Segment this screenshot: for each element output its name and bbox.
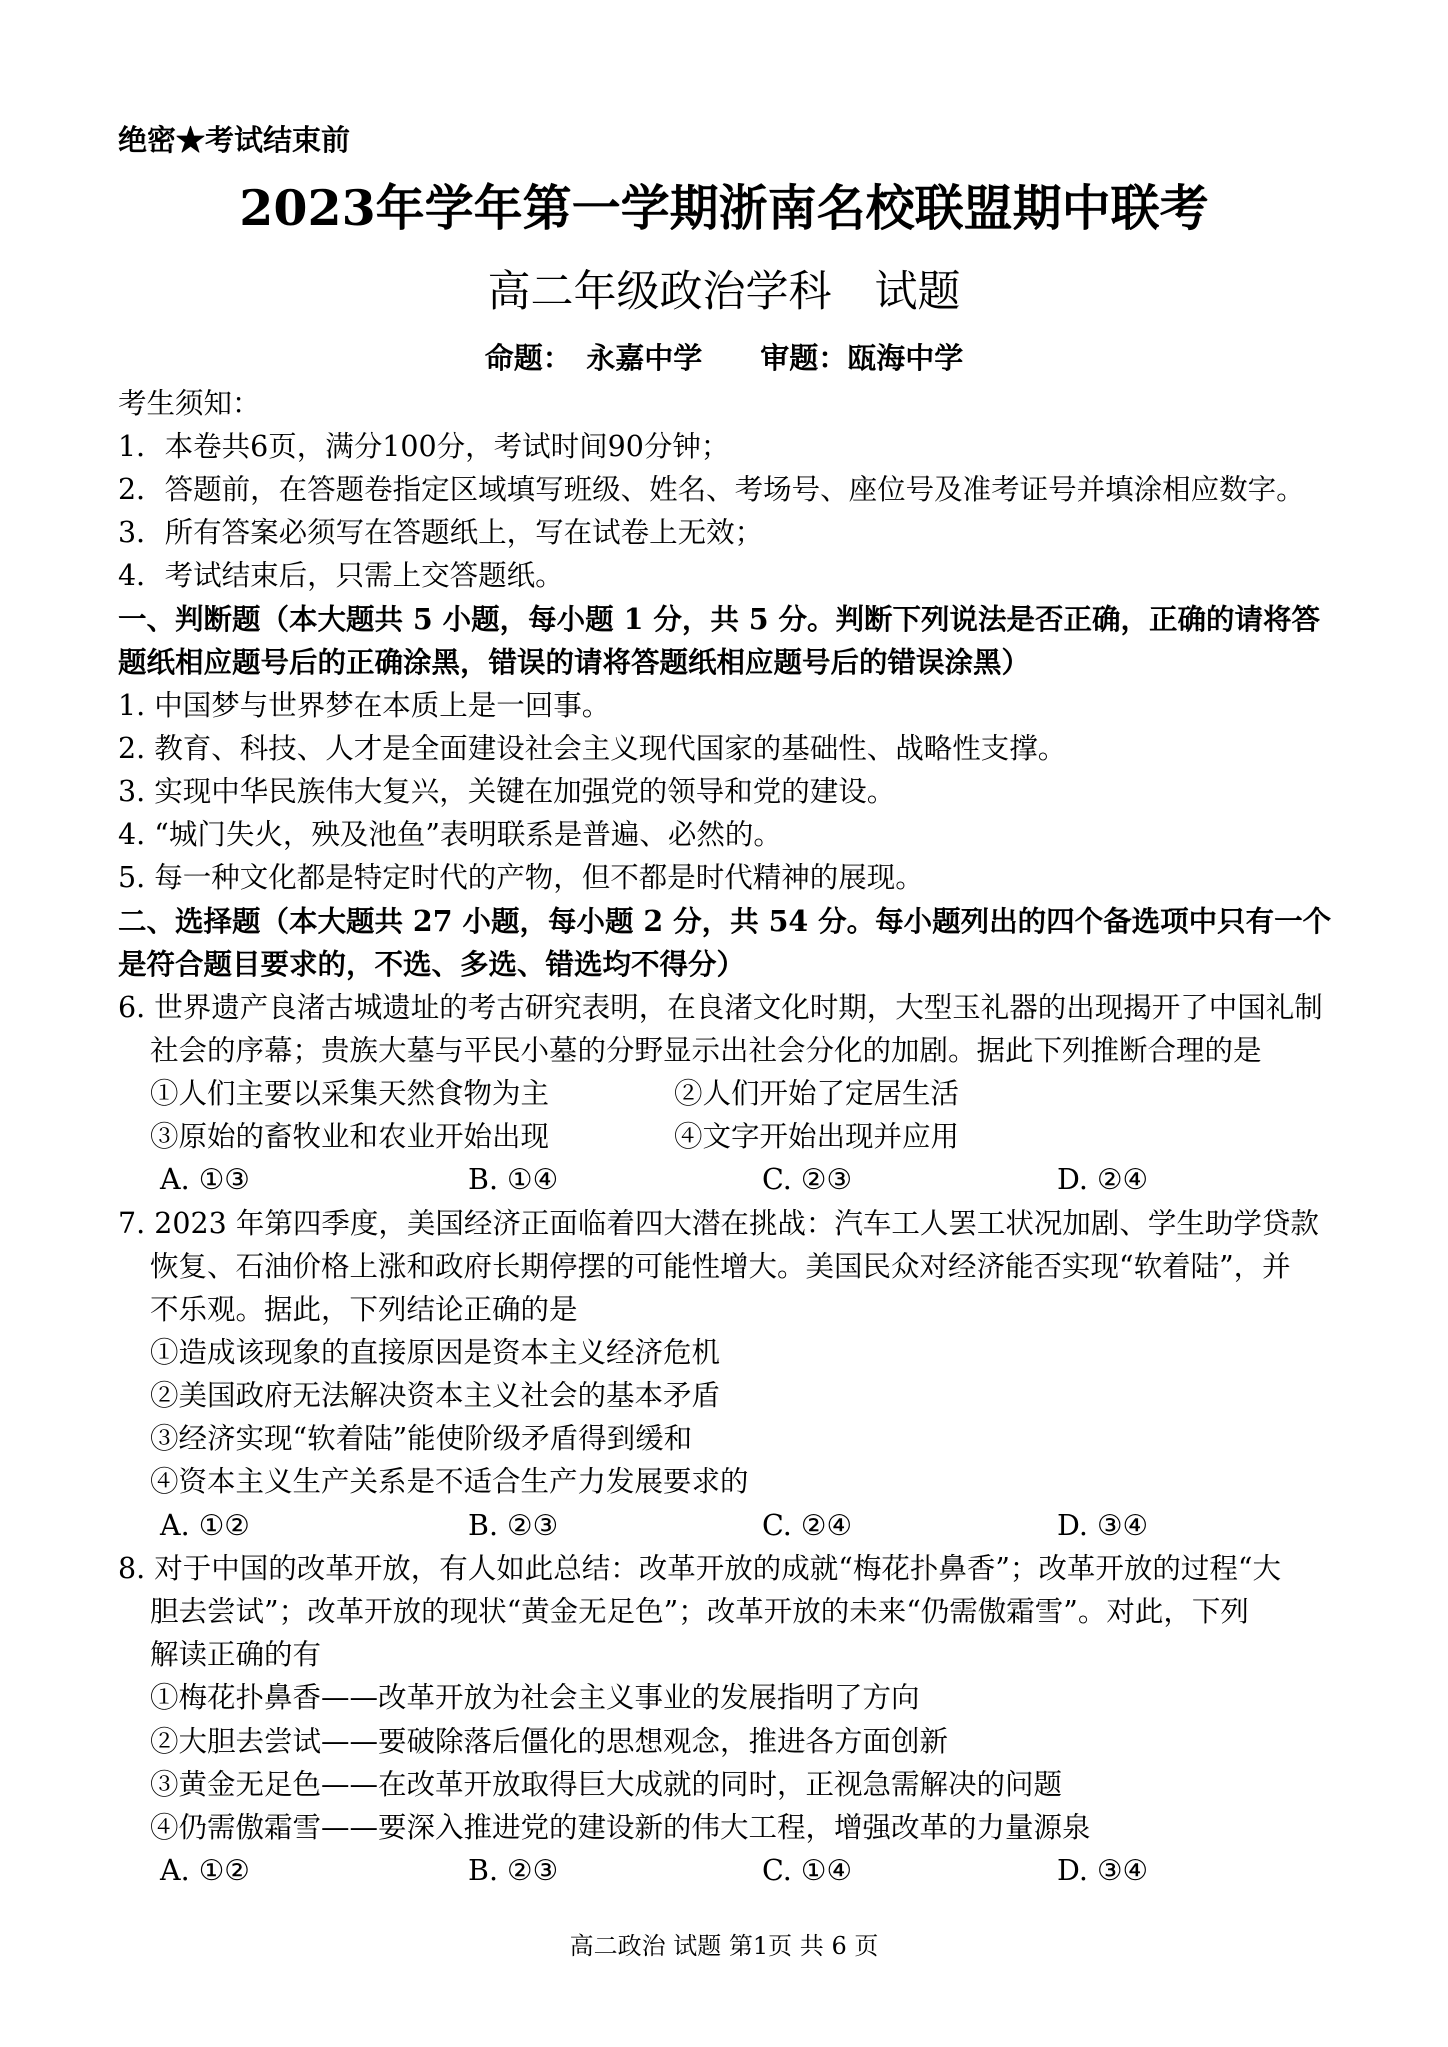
notice-item: 2．答题前，在答题卷指定区域填写班级、姓名、考场号、座位号及准考证号并填涂相应数字。 <box>118 473 1305 506</box>
setter: 命题： 永嘉中学 <box>484 341 703 375</box>
notice-item: 4．考试结束后，只需上交答题纸。 <box>118 559 564 592</box>
q6-option-b: B. ①④ <box>468 1163 559 1196</box>
confidential-mark: 绝密★考试结束前 <box>118 123 351 157</box>
exam-subtitle: 高二年级政治学科 试题 <box>487 267 961 317</box>
q8-statement-3: ③黄金无足色——在改革开放取得巨大成就的同时，正视急需解决的问题 <box>150 1768 1063 1801</box>
exam-title: 2023年学年第一学期浙南名校联盟期中联考 <box>239 179 1209 237</box>
q6-statement-3: ③原始的畜牧业和农业开始出现 <box>150 1120 550 1153</box>
question-7-stem: 7. 2023 年第四季度，美国经济正面临着四大潜在挑战：汽车工人罢工状况加剧、学生助学贷款 <box>118 1207 1319 1240</box>
q7-statement-1: ①造成该现象的直接原因是资本主义经济危机 <box>150 1336 721 1369</box>
reviewer: 审题：瓯海中学 <box>760 341 964 375</box>
question-7-stem-cont: 不乐观。据此，下列结论正确的是 <box>150 1293 578 1326</box>
section2-heading: 二、选择题（本大题共 27 小题，每小题 2 分，共 54 分。每小题列出的四个备选项中只有一个 <box>118 904 1332 938</box>
question-8-stem: 8. 对于中国的改革开放，有人如此总结：改革开放的成就“梅花扑鼻香”；改革开放的过程“大 <box>118 1552 1281 1585</box>
author-line <box>0 338 1448 378</box>
q7-option-a: A. ①② <box>160 1509 250 1542</box>
page-footer: 高二政治 试题 第1页 共 6 页 <box>569 1932 879 1960</box>
notice-item: 3．所有答案必须写在答题纸上，写在试卷上无效； <box>118 516 764 549</box>
q7-option-c: C. ②④ <box>762 1509 853 1542</box>
q6-option-c: C. ②③ <box>762 1163 853 1196</box>
q7-statement-4: ④资本主义生产关系是不适合生产力发展要求的 <box>150 1465 749 1498</box>
q6-statement-4: ④文字开始出现并应用 <box>674 1120 960 1153</box>
q6-option-a: A. ①③ <box>160 1163 250 1196</box>
q7-option-b: B. ②③ <box>468 1509 559 1542</box>
q6-statement-2: ②人们开始了定居生活 <box>674 1077 960 1110</box>
section1-heading: 一、判断题（本大题共 5 小题，每小题 1 分，共 5 分。判断下列说法是否正确，正确的请将答 <box>118 602 1321 636</box>
q8-option-b: B. ②③ <box>468 1854 559 1887</box>
q7-option-d: D. ③④ <box>1057 1509 1149 1542</box>
notice-heading: 考生须知： <box>118 387 261 420</box>
judge-item: 4. “城门失火，殃及池鱼”表明联系是普遍、必然的。 <box>118 818 782 851</box>
section2-heading-cont: 是符合题目要求的，不选、多选、错选均不得分） <box>118 947 746 981</box>
judge-item: 1. 中国梦与世界梦在本质上是一回事。 <box>118 689 611 722</box>
q8-option-d: D. ③④ <box>1057 1854 1149 1887</box>
q8-statement-4: ④仍需傲霜雪——要深入推进党的建设新的伟大工程，增强改革的力量源泉 <box>150 1811 1091 1844</box>
section1-heading-cont: 题纸相应题号后的正确涂黑，错误的请将答题纸相应题号后的错误涂黑） <box>118 645 1031 679</box>
q8-option-c: C. ①④ <box>762 1854 853 1887</box>
question-8-stem-cont: 胆去尝试”；改革开放的现状“黄金无足色”；改革开放的未来“仍需傲霜雪”。对此，下列 <box>150 1595 1249 1628</box>
question-6-stem: 6. 世界遗产良渚古城遗址的考古研究表明，在良渚文化时期，大型玉礼器的出现揭开了中国礼制 <box>118 991 1323 1024</box>
q8-statement-2: ②大胆去尝试——要破除落后僵化的思想观念，推进各方面创新 <box>150 1725 949 1758</box>
q6-option-d: D. ②④ <box>1057 1163 1149 1196</box>
judge-item: 3. 实现中华民族伟大复兴，关键在加强党的领导和党的建设。 <box>118 775 896 808</box>
q7-statement-3: ③经济实现“软着陆”能使阶级矛盾得到缓和 <box>150 1422 693 1455</box>
q8-statement-1: ①梅花扑鼻香——改革开放为社会主义事业的发展指明了方向 <box>150 1681 920 1714</box>
question-7-stem-cont: 恢复、石油价格上涨和政府长期停摆的可能性增大。美国民众对经济能否实现“软着陆”，并 <box>150 1250 1291 1283</box>
question-8-stem-cont: 解读正确的有 <box>150 1638 322 1671</box>
q7-statement-2: ②美国政府无法解决资本主义社会的基本矛盾 <box>150 1379 721 1412</box>
judge-item: 2. 教育、科技、人才是全面建设社会主义现代国家的基础性、战略性支撑。 <box>118 732 1067 765</box>
question-6-stem-cont: 社会的序幕；贵族大墓与平民小墓的分野显示出社会分化的加剧。据此下列推断合理的是 <box>150 1034 1262 1067</box>
notice-item: 1．本卷共6页，满分100分，考试时间90分钟； <box>118 430 730 463</box>
q8-option-a: A. ①② <box>160 1854 250 1887</box>
q6-statement-1: ①人们主要以采集天然食物为主 <box>150 1077 550 1110</box>
judge-item: 5. 每一种文化都是特定时代的产物，但不都是时代精神的展现。 <box>118 861 924 894</box>
